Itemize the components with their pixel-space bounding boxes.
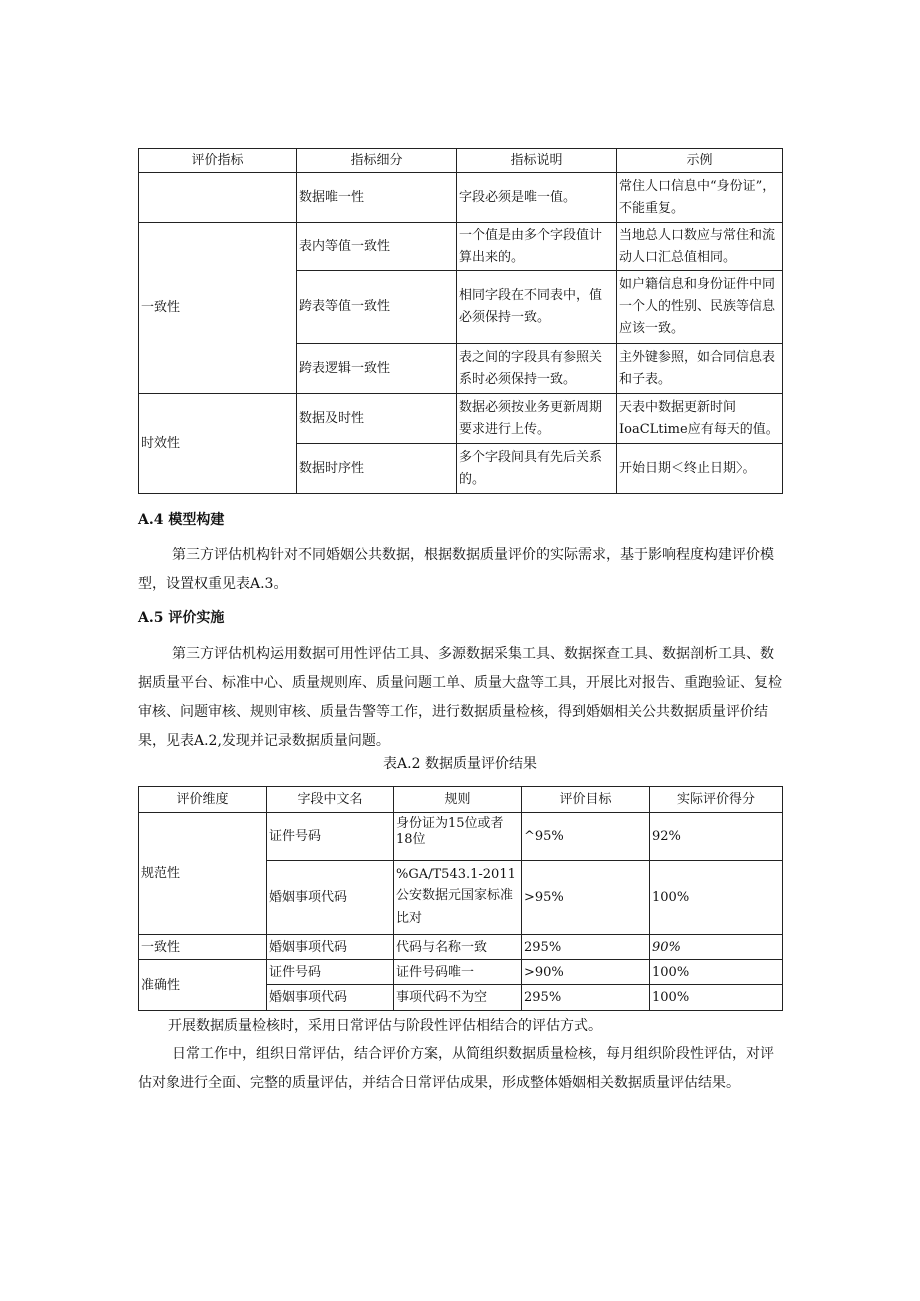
score-cell: 100% bbox=[650, 985, 783, 1011]
field-cell: 婚姻事项代码 bbox=[267, 935, 394, 960]
description-cell: 字段必须是唯一值。 bbox=[457, 173, 617, 223]
section-heading-a4: A.4 模型构建 bbox=[138, 512, 225, 528]
score-cell: 100% bbox=[650, 960, 783, 985]
evaluation-result-table bbox=[138, 786, 783, 1011]
rule-cell: 证件号码唯一 bbox=[394, 960, 522, 985]
rule-text: 身份证为15位或者18位 bbox=[396, 815, 504, 847]
header-cell: 字段中文名 bbox=[267, 787, 394, 813]
description-cell: 表之间的字段具有参照关系时必须保持一致。 bbox=[457, 344, 617, 394]
target-cell: 295% bbox=[522, 935, 650, 960]
header-cell: 指标说明 bbox=[457, 149, 617, 173]
example-cell: 主外键参照，如合同信息表和子表。 bbox=[617, 344, 783, 394]
sub-indicator-cell: 数据唯一性 bbox=[297, 173, 457, 223]
target-cell: ^95% bbox=[522, 813, 650, 861]
example-cell: 如户籍信息和身份证件中同一个人的性别、民族等信息应该一致。 bbox=[617, 271, 783, 344]
score-cell: 92% bbox=[650, 813, 783, 861]
indicator-cell: 一致性 bbox=[139, 223, 297, 394]
rule-cell bbox=[394, 813, 522, 861]
rule-standard-code: %GA/T543.1-2011 bbox=[396, 866, 516, 882]
sub-indicator-cell: 数据及时性 bbox=[297, 394, 457, 444]
description-cell: 相同字段在不同表中，值必须保持一致。 bbox=[457, 271, 617, 344]
rule-cell: 事项代码不为空 bbox=[394, 985, 522, 1011]
description-cell: 一个值是由多个字段值计算出来的。 bbox=[457, 223, 617, 271]
header-cell: 评价指标 bbox=[139, 149, 297, 173]
rule-standard-name: 公安数据元国家标准比对 bbox=[396, 887, 514, 926]
header-cell: 规则 bbox=[394, 787, 522, 813]
target-cell: >90% bbox=[522, 960, 650, 985]
example-cell: 当地总人口数应与常住和流动人口汇总值相同。 bbox=[617, 223, 783, 271]
indicator-cell bbox=[139, 173, 297, 223]
field-cell: 证件号码 bbox=[267, 813, 394, 861]
example-cell: 天表中数据更新时间IoaCLtime应有每天的值。 bbox=[617, 394, 783, 444]
dimension-cell: 一致性 bbox=[139, 935, 267, 960]
header-cell: 指标细分 bbox=[297, 149, 457, 173]
field-cell: 婚姻事项代码 bbox=[267, 861, 394, 935]
example-cell: 开始日期＜终止日期〉。 bbox=[617, 444, 783, 494]
table-caption: 表A.2 数据质量评价结果 bbox=[383, 756, 537, 772]
paragraph-a5: 第三方评估机构运用数据可用性评估工具、多源数据采集工具、数据探查工具、数据剖析工具、数据质量平台、标准中心、质量规则库、质量问题工单、质量大盘等工具，开展比对报告、重跑验证、复检审核、问题审核、规则审核、质量告警等工作，进行数据质量检核，得到婚姻相关公共数据质量评价结果，见表A.2,发现并记录数据质量问题。 bbox=[138, 646, 782, 749]
sub-indicator-cell: 跨表等值一致性 bbox=[297, 271, 457, 344]
description-cell: 数据必须按业务更新周期要求进行上传。 bbox=[457, 394, 617, 444]
target-cell: 295% bbox=[522, 985, 650, 1011]
section-heading-a5: A.5 评价实施 bbox=[138, 610, 225, 626]
score-cell: 100% bbox=[650, 861, 783, 935]
closing-paragraph-1: 开展数据质量检核时，采用日常评估与阶段性评估相结合的评估方式。 bbox=[168, 1018, 602, 1034]
paragraph-a4: 第三方评估机构针对不同婚姻公共数据，根据数据质量评价的实际需求，基于影响程度构建评价模型，设置权重见表A.3。 bbox=[138, 547, 774, 592]
sub-indicator-cell: 表内等值一致性 bbox=[297, 223, 457, 271]
rule-cell bbox=[394, 861, 522, 935]
header-cell: 评价维度 bbox=[139, 787, 267, 813]
header-cell: 示例 bbox=[617, 149, 783, 173]
target-cell: >95% bbox=[522, 861, 650, 935]
quality-indicator-table bbox=[138, 148, 783, 494]
field-cell: 证件号码 bbox=[267, 960, 394, 985]
header-cell: 实际评价得分 bbox=[650, 787, 783, 813]
header-cell: 评价目标 bbox=[522, 787, 650, 813]
description-cell: 多个字段间具有先后关系的。 bbox=[457, 444, 617, 494]
closing-paragraph-2: 日常工作中，组织日常评估，结合评价方案，从简组织数据质量检核，每月组织阶段性评估，对评估对象进行全面、完整的质量评估，并结合日常评估成果，形成整体婚姻相关数据质量评估结果。 bbox=[138, 1046, 774, 1091]
dimension-cell: 准确性 bbox=[139, 960, 267, 1011]
sub-indicator-cell: 跨表逻辑一致性 bbox=[297, 344, 457, 394]
example-cell: 常住人口信息中“身份证”，不能重复。 bbox=[617, 173, 783, 223]
indicator-cell: 时效性 bbox=[139, 394, 297, 494]
sub-indicator-cell: 数据时序性 bbox=[297, 444, 457, 494]
rule-cell: 代码与名称一致 bbox=[394, 935, 522, 960]
score-cell: 90% bbox=[650, 935, 783, 960]
field-cell: 婚姻事项代码 bbox=[267, 985, 394, 1011]
dimension-cell: 规范性 bbox=[139, 813, 267, 935]
